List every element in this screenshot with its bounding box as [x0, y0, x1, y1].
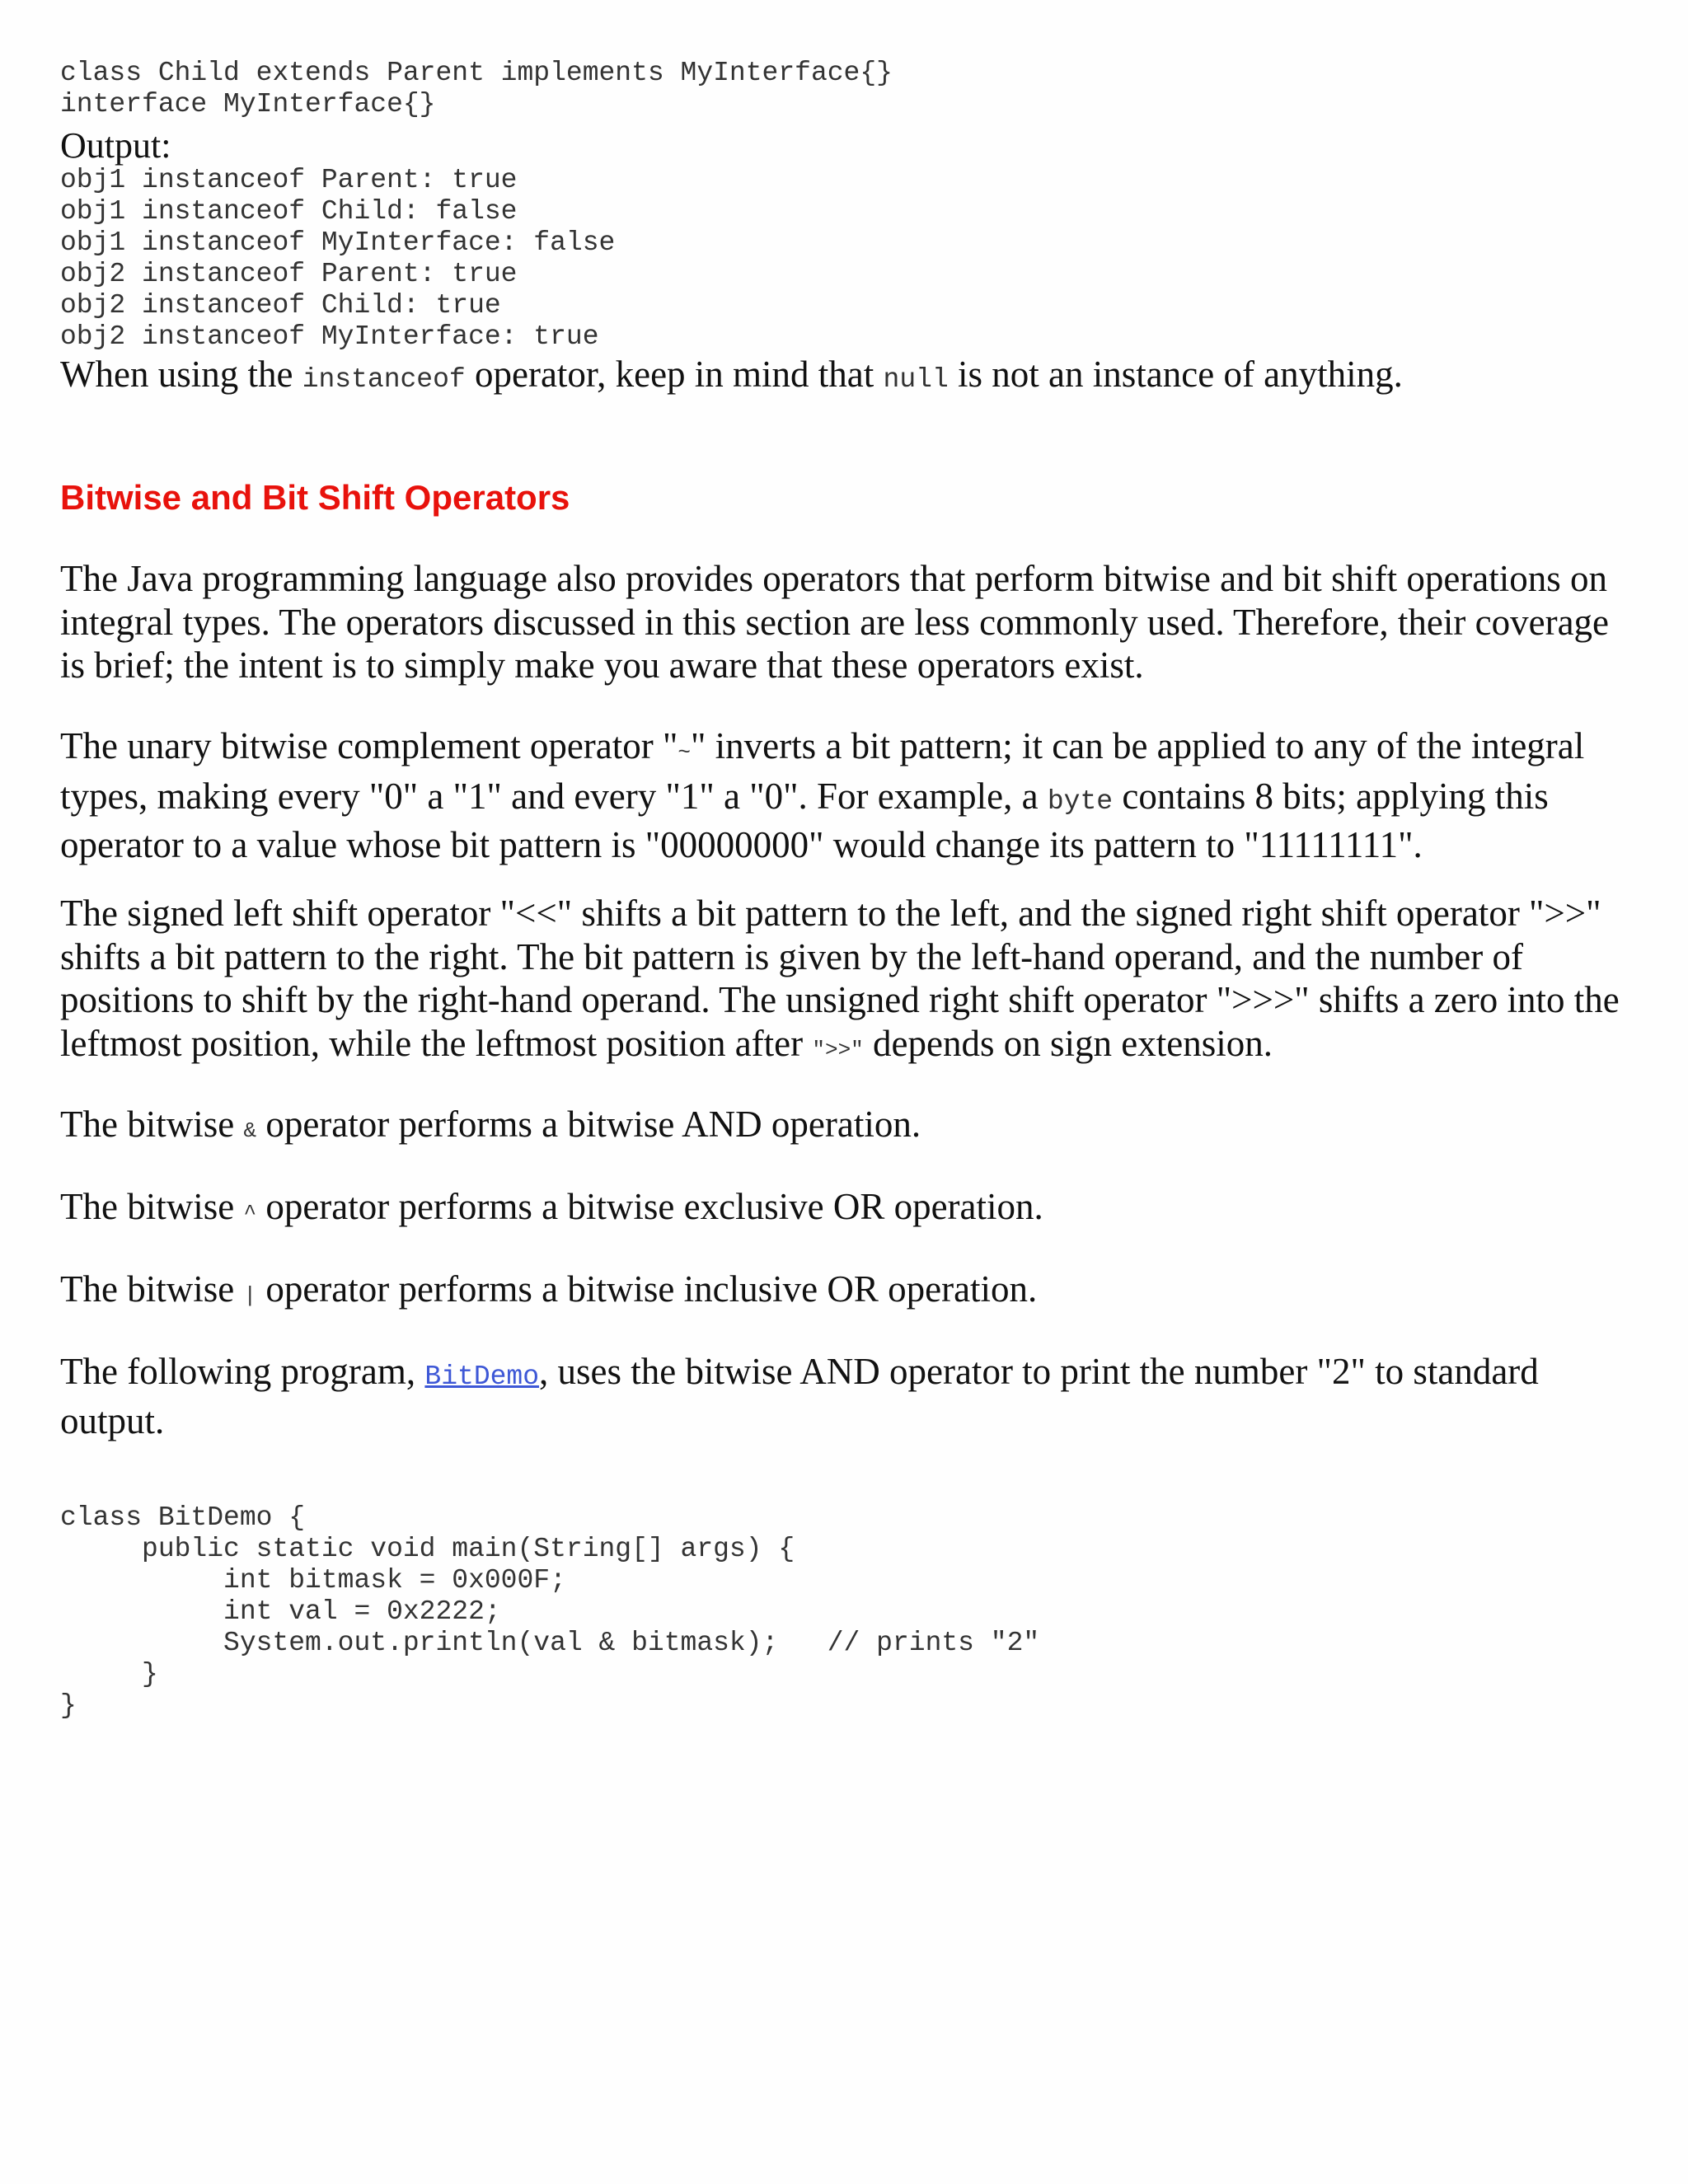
- xor-paragraph: [60, 1185, 1626, 1235]
- paragraph-text: The unary bitwise complement operator ": [60, 725, 678, 766]
- inline-code-tilde: ~: [678, 740, 691, 765]
- output-line: obj2 instanceof MyInterface: true: [60, 321, 599, 352]
- code-line: class BitDemo {: [60, 1502, 306, 1533]
- or-paragraph: [60, 1268, 1626, 1318]
- output-line: obj2 instanceof Parent: true: [60, 259, 518, 289]
- paragraph-text: operator performs a bitwise inclusive OR operation.: [256, 1268, 1038, 1310]
- output-label: Output:: [60, 125, 171, 166]
- paragraph-text: The signed left shift operator "<<" shifts a bit pattern to the left, and the signed right shift operator ">>" shifts a bit pattern to the right. The bit pattern is given by the left-hand operand, and the number of positions to shift by the right-hand operand. The unsigned right shift operator ">>>" shifts a zero into the leftmost position, while the leftmost position after: [60, 893, 1620, 1064]
- code-line: }: [60, 1659, 158, 1690]
- output-line: obj1 instanceof Child: false: [60, 196, 518, 227]
- inline-code-xor: ^: [243, 1201, 257, 1226]
- inline-code-null: null: [883, 364, 949, 395]
- inline-code-or: |: [243, 1283, 257, 1308]
- section-heading: Bitwise and Bit Shift Operators: [60, 478, 570, 517]
- inline-code-instanceof: instanceof: [302, 364, 466, 395]
- intro-paragraph: The Java programming language also provides operators that perform bitwise and bit shift operations on integral types. The operators discussed in this section are less commonly used. Therefore, their coverage is brief; the intent is to simply make you aware that these operators exist.: [60, 558, 1610, 686]
- paragraph-text: , uses the bitwise AND operator to print the number "2" to standard output.: [60, 1351, 1539, 1441]
- code-line: System.out.println(val & bitmask); // prints "2": [60, 1628, 1040, 1658]
- paragraph-text: The bitwise: [60, 1104, 244, 1145]
- output-line: obj1 instanceof Parent: true: [60, 165, 518, 195]
- output-line: obj2 instanceof Child: true: [60, 290, 501, 321]
- program-paragraph: [60, 1350, 1626, 1442]
- paragraph-text: depends on sign extension.: [863, 1022, 1273, 1064]
- paragraph-text: " inverts a bit pattern; it can be applied to any of the integral types, making every "0" a "1" and every "1" a "0". For example, a: [60, 725, 1585, 817]
- code-block-bitdemo: [60, 1502, 1039, 1722]
- instanceof-note: [60, 353, 1626, 402]
- paragraph-text: The bitwise: [60, 1186, 244, 1227]
- shift-paragraph: [60, 892, 1626, 1071]
- paragraph-text: The bitwise: [60, 1268, 244, 1310]
- note-text: operator, keep in mind that: [465, 354, 884, 395]
- inline-code-and: &: [243, 1118, 257, 1143]
- code-line: }: [60, 1690, 77, 1721]
- paragraph-text: operator performs a bitwise exclusive OR operation.: [256, 1186, 1043, 1227]
- output-line: obj1 instanceof MyInterface: false: [60, 227, 616, 258]
- paragraph-text: operator performs a bitwise AND operation.: [256, 1104, 921, 1145]
- code-line: int val = 0x2222;: [60, 1596, 501, 1627]
- and-paragraph: [60, 1103, 1626, 1153]
- output-block: [60, 165, 615, 353]
- inline-code-right-shift: ">>": [812, 1037, 864, 1062]
- code-line: interface MyInterface{}: [60, 89, 436, 120]
- complement-paragraph: [60, 724, 1626, 867]
- code-line: public static void main(String[] args) {: [60, 1534, 795, 1564]
- note-text: When using the: [60, 354, 302, 395]
- code-line: class Child extends Parent implements MyInterface{}: [60, 58, 893, 88]
- paragraph-text: contains 8 bits; applying this operator to a value whose bit pattern is "00000000" would change its pattern to "11111111".: [60, 775, 1549, 865]
- code-block-class-declarations: [60, 58, 893, 120]
- note-text: is not an instance of anything.: [948, 354, 1403, 395]
- paragraph-text: The following program,: [60, 1351, 425, 1392]
- inline-code-byte: byte: [1047, 785, 1114, 817]
- bitdemo-link[interactable]: BitDemo: [424, 1361, 540, 1392]
- code-line: int bitmask = 0x000F;: [60, 1565, 566, 1596]
